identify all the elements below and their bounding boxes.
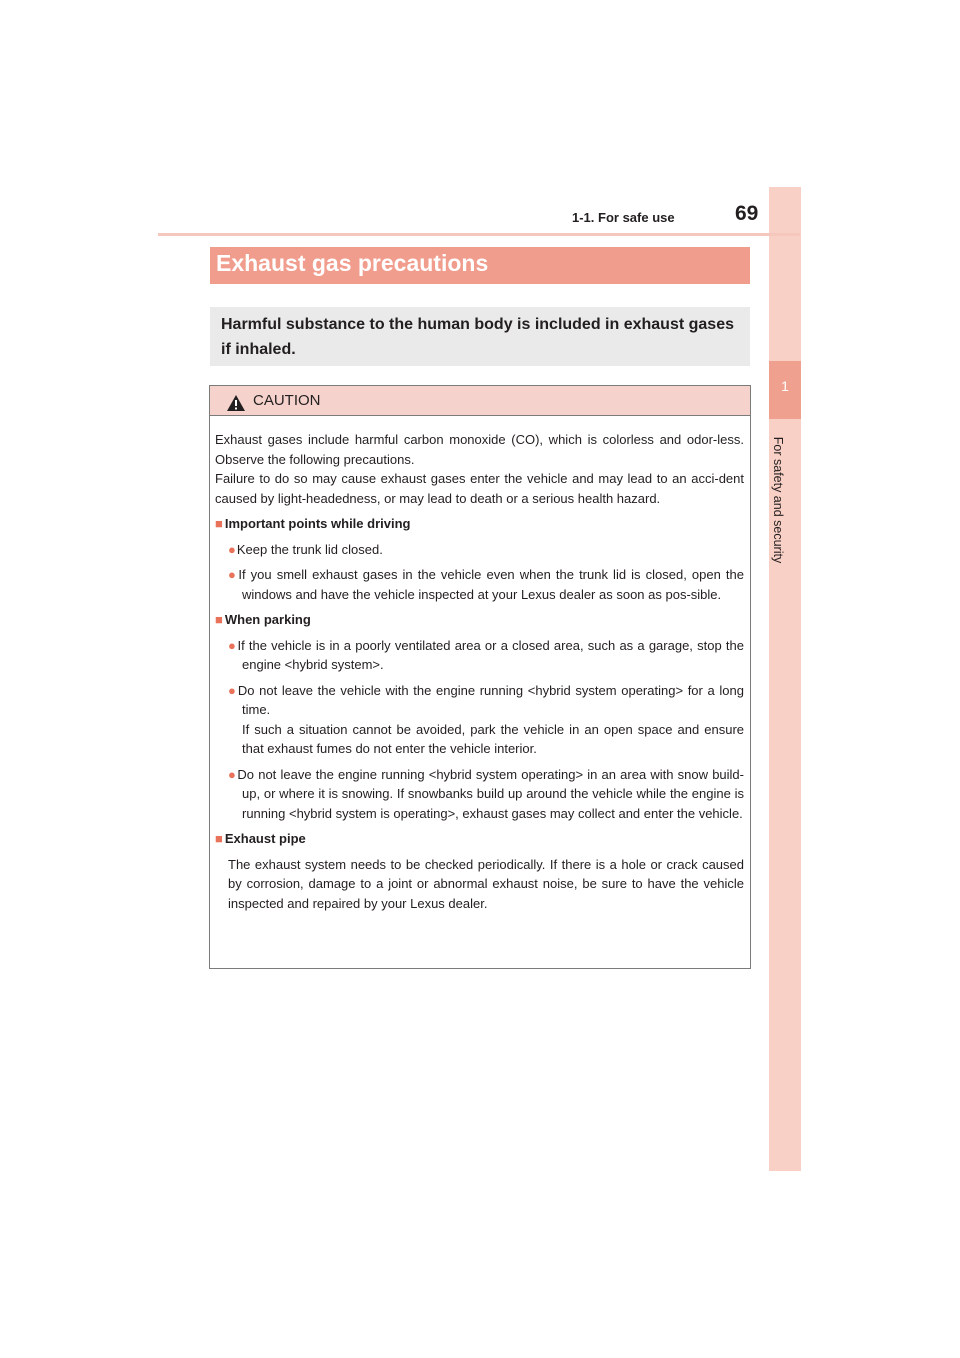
list-item: ●Keep the trunk lid closed.: [228, 541, 383, 557]
section-marker: ■: [215, 831, 223, 846]
warning-triangle-icon: [226, 394, 246, 412]
section-title: 1-1. For safe use: [572, 210, 675, 225]
caution-body: [215, 430, 744, 913]
section-heading: ■ When parking: [215, 612, 311, 627]
list-item: ●If you smell exhaust gases in the vehicle even when the trunk lid is closed, open the windows and have the vehicle inspected at your Lexus dealer as soon as pos-sible.: [228, 567, 744, 602]
side-tab-strip: [769, 187, 801, 1171]
section-heading: ■ Exhaust pipe: [215, 831, 306, 846]
bullet-marker: ●: [228, 637, 237, 653]
list-item: ●If the vehicle is in a poorly ventilated area or a closed area, such as a garage, stop the engine <hybrid system>.: [228, 637, 744, 672]
header-divider: [158, 233, 800, 236]
section-text: The exhaust system needs to be checked periodically. If there is a hole or crack caused by corrosion, damage to a joint or abnormal exhaust noise, be sure to have the vehicle inspected and repaired by your Lexus dealer.: [228, 856, 744, 911]
bullet-marker: ●: [228, 682, 237, 698]
caution-intro-2: Failure to do so may cause exhaust gases enter the vehicle and may lead to an acci-dent caused by light-headedness, or may lead to death or a serious health hazard.: [215, 471, 744, 506]
chapter-label: For safety and security: [771, 436, 785, 564]
page-number: 69: [735, 202, 759, 225]
chapter-number: 1: [781, 378, 789, 394]
intro-text: Harmful substance to the human body is included in exhaust gases if inhaled.: [221, 316, 734, 358]
caution-box: [209, 385, 751, 969]
bullet-marker: ●: [228, 766, 237, 782]
caution-label: CAUTION: [253, 392, 321, 409]
section-heading: ■ Important points while driving: [215, 516, 411, 531]
list-item: ●Do not leave the engine running <hybrid system operating> in an area with snow build-up, or where it is snowing. If snowbanks build up around the vehicle while the engine is running <hybrid system is operating>, exhaust gases may collect and enter the vehicle.: [228, 766, 744, 821]
bullet-marker: ●: [228, 541, 236, 557]
section-marker: ■: [215, 612, 223, 627]
caution-header: [210, 386, 750, 416]
list-item-extra: If such a situation cannot be avoided, park the vehicle in an open space and ensure that exhaust fumes do not enter the vehicle interior.: [242, 721, 744, 756]
caution-intro-1: Exhaust gases include harmful carbon monoxide (CO), which is colorless and odor-less. Observe the following precautions.: [215, 432, 744, 467]
list-item: ●Do not leave the vehicle with the engine running <hybrid system operating> for a long time. If such a situation cannot be avoided, park the vehicle in an open space and ensure that exhaust fumes do not enter the vehicle interior.: [242, 681, 744, 759]
page-title: Exhaust gas precautions: [216, 250, 489, 276]
section-marker: ■: [215, 516, 223, 531]
bullet-marker: ●: [228, 567, 238, 582]
